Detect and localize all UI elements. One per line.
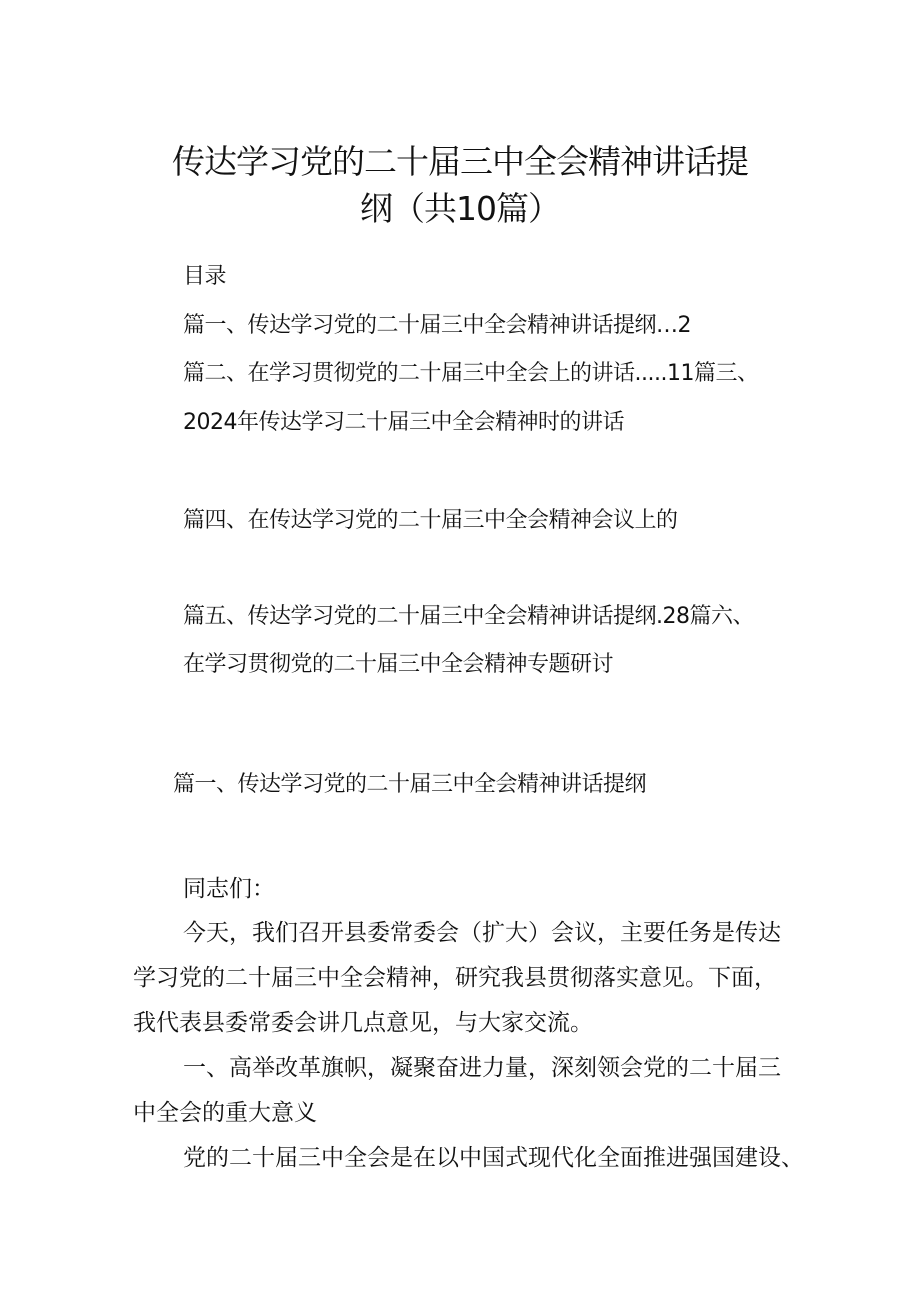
document-title-line-1: 传达学习党的二十届三中全会精神讲话提 <box>172 142 748 181</box>
toc-entry-6: 在学习贯彻党的二十届三中全会精神专题研讨 <box>183 652 614 677</box>
body-line-2: 学习党的二十届三中全会精神，研究我县贯彻落实意见。下面， <box>133 965 777 991</box>
toc-heading: 目录 <box>183 264 227 289</box>
toc-entry-2: 篇二、在学习贯彻党的二十届三中全会上的讲话.....11篇三、 <box>183 361 759 386</box>
body-line-3: 我代表县委常委会讲几点意见，与大家交流。 <box>133 1010 593 1036</box>
body-line-6: 党的二十届三中全会是在以中国式现代化全面推进强国建设、 <box>183 1145 804 1171</box>
toc-entry-5: 篇五、传达学习党的二十届三中全会精神讲话提纲.28篇六、 <box>183 604 754 629</box>
body-line-4: 一、高举改革旗帜，凝聚奋进力量，深刻领会党的二十届三 <box>183 1055 781 1081</box>
body-line-5: 中全会的重大意义 <box>133 1100 317 1126</box>
toc-entry-1: 篇一、传达学习党的二十届三中全会精神讲话提纲…2 <box>183 313 691 338</box>
body-line-1: 今天，我们召开县委常委会（扩大）会议，主要任务是传达 <box>183 920 781 946</box>
section-heading: 篇一、传达学习党的二十届三中全会精神讲话提纲 <box>173 772 647 797</box>
toc-entry-4: 篇四、在传达学习党的二十届三中全会精神会议上的 <box>183 508 678 533</box>
toc-entry-3: 2024年传达学习二十届三中全会精神时的讲话 <box>183 410 624 435</box>
salutation: 同志们： <box>183 876 275 902</box>
document-title-line-2: 纲（共10篇） <box>360 189 560 228</box>
